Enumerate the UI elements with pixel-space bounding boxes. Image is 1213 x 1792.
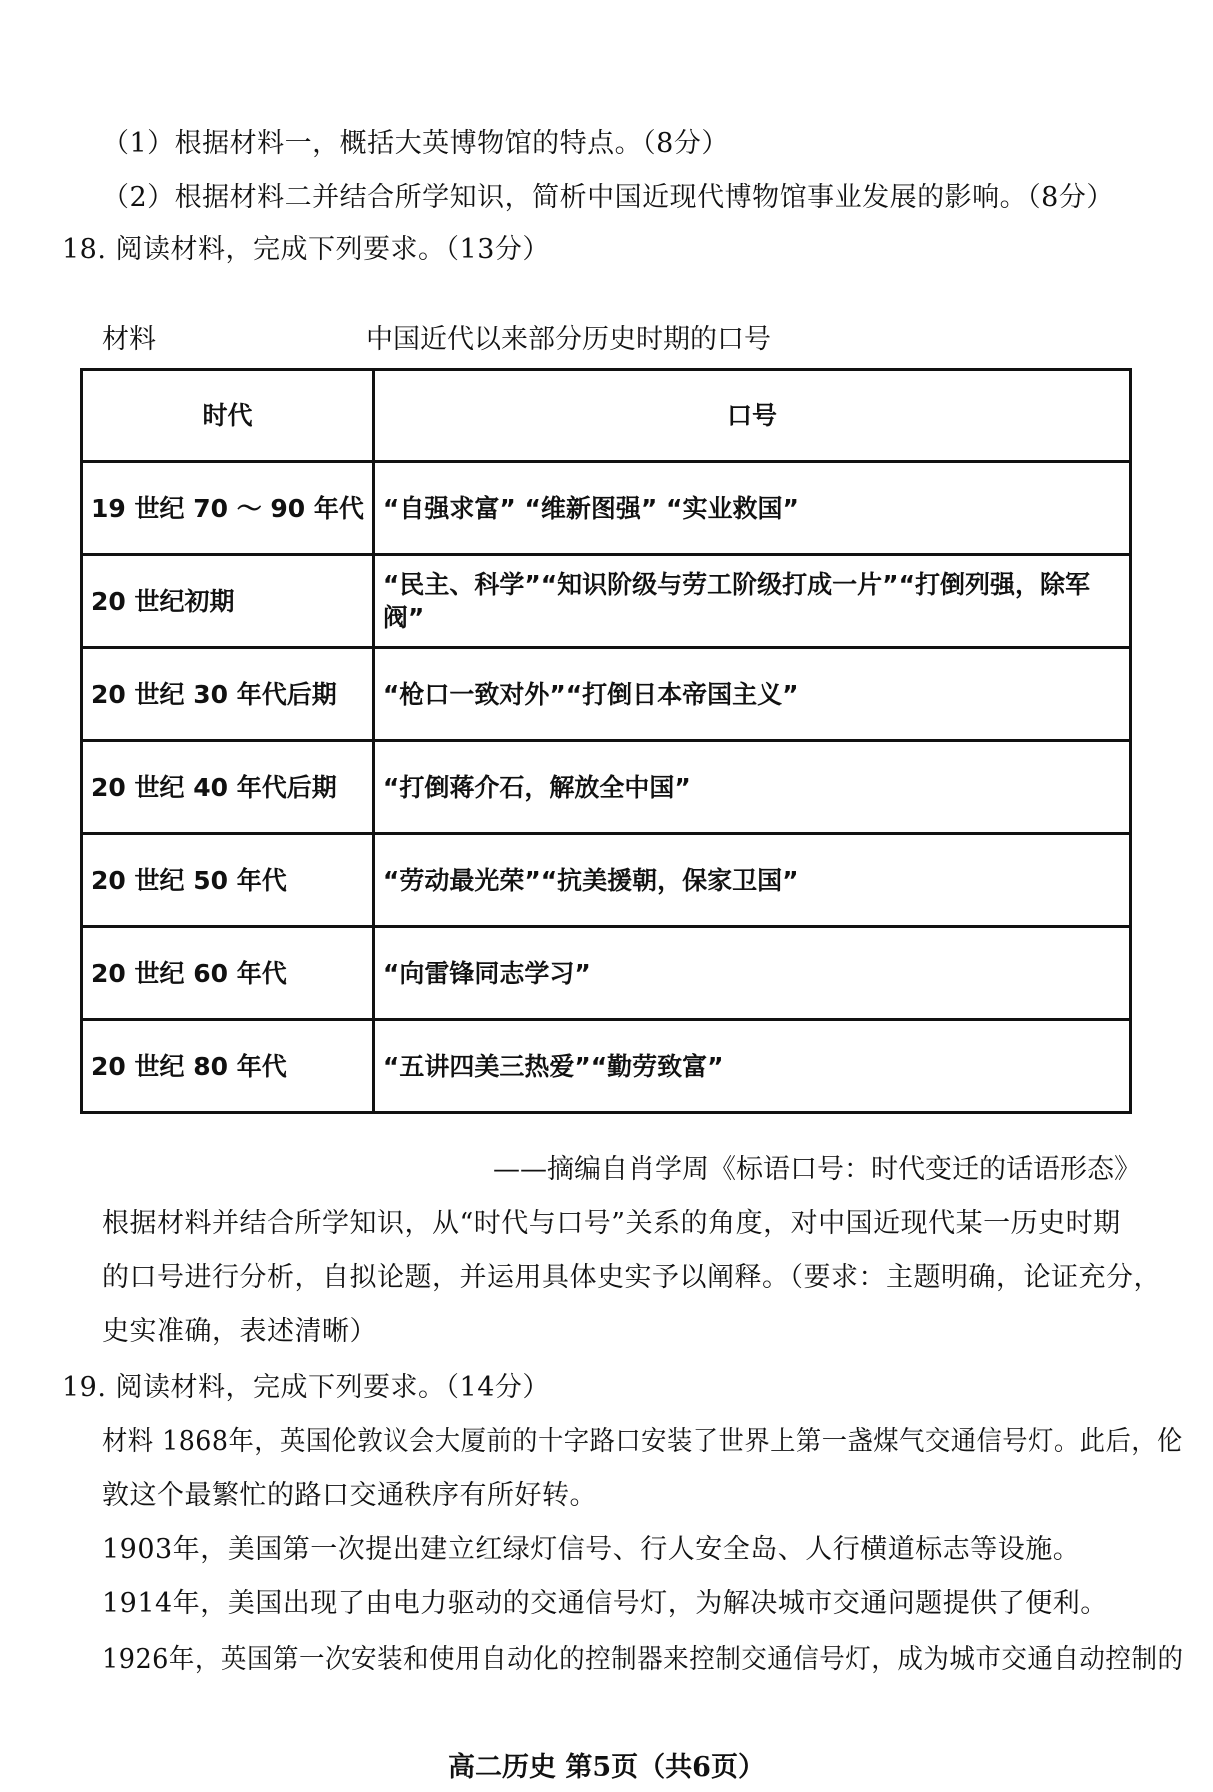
q19-material-1903: 1903年，美国第一次提出建立红绿灯信号、行人安全岛、人行横道标志等设施。: [102, 1534, 1081, 1565]
slogan-cell: “向雷锋同志学习”: [373, 927, 1130, 1020]
slogan-cell: “劳动最光荣”“抗美援朝，保家卫国”: [373, 834, 1130, 927]
table-header-row: [82, 370, 1131, 462]
era-cell: 20 世纪 60 年代: [82, 927, 374, 1020]
q19-material-1926: 1926年，英国第一次安装和使用自动化的控制器来控制交通信号灯，成为城市交通自动控制的: [102, 1644, 1184, 1675]
era-cell: 20 世纪 30 年代后期: [82, 648, 374, 741]
q19-title: 19. 阅读材料，完成下列要求。（14分）: [62, 1372, 550, 1403]
q19-material-line-2: 敦这个最繁忙的路口交通秩序有所好转。: [102, 1480, 597, 1511]
header-slogan: 口号: [373, 370, 1130, 462]
slogan-cell: “枪口一致对外”“打倒日本帝国主义”: [373, 648, 1130, 741]
q18-prompt-line-3: 史实准确，表述清晰）: [102, 1316, 377, 1347]
era-cell: 19 世纪 70 ～ 90 年代: [82, 462, 374, 555]
table-row: [82, 462, 1131, 555]
era-cell: 20 世纪初期: [82, 555, 374, 648]
material-source: ——摘编自肖学周《标语口号：时代变迁的话语形态》: [493, 1154, 1141, 1185]
table-row: [82, 1020, 1131, 1113]
era-cell: 20 世纪 40 年代后期: [82, 741, 374, 834]
slogan-cell: “五讲四美三热爱”“勤劳致富”: [373, 1020, 1130, 1113]
slogan-cell: “自强求富” “维新图强” “实业救国”: [373, 462, 1130, 555]
table-row: [82, 648, 1131, 741]
slogan-cell: “打倒蒋介石，解放全中国”: [373, 741, 1130, 834]
table-row: [82, 555, 1131, 648]
q17-subquestion-1: （1）根据材料一，概括大英博物馆的特点。（8分）: [102, 128, 729, 159]
q19-material-1914: 1914年，美国出现了由电力驱动的交通信号灯，为解决城市交通问题提供了便利。: [102, 1588, 1108, 1619]
material-label: 材料: [102, 324, 156, 355]
q18-prompt-line-1: 根据材料并结合所学知识，从“时代与口号”关系的角度，对中国近现代某一历史时期: [102, 1208, 1121, 1239]
table-row: [82, 741, 1131, 834]
table-title: 中国近代以来部分历史时期的口号: [366, 324, 771, 355]
table-row: [82, 834, 1131, 927]
era-cell: 20 世纪 50 年代: [82, 834, 374, 927]
table-row: [82, 927, 1131, 1020]
q19-material-line-1: 材料 1868年，英国伦敦议会大厦前的十字路口安装了世界上第一盏煤气交通信号灯。此后，伦: [102, 1426, 1183, 1457]
slogan-table: [80, 368, 1132, 1114]
era-cell: 20 世纪 80 年代: [82, 1020, 374, 1113]
q18-prompt-line-2: 的口号进行分析，自拟论题，并运用具体史实予以阐释。（要求：主题明确，论证充分，: [102, 1262, 1161, 1293]
q17-subquestion-2: （2）根据材料二并结合所学知识，简析中国近现代博物馆事业发展的影响。（8分）: [102, 182, 1114, 213]
page-footer: 高二历史 第5页（共6页）: [448, 1752, 765, 1783]
header-era: 时代: [82, 370, 374, 462]
slogan-cell: “民主、科学”“知识阶级与劳工阶级打成一片”“打倒列强，除军阀”: [373, 555, 1130, 648]
q18-title: 18. 阅读材料，完成下列要求。（13分）: [62, 234, 550, 265]
